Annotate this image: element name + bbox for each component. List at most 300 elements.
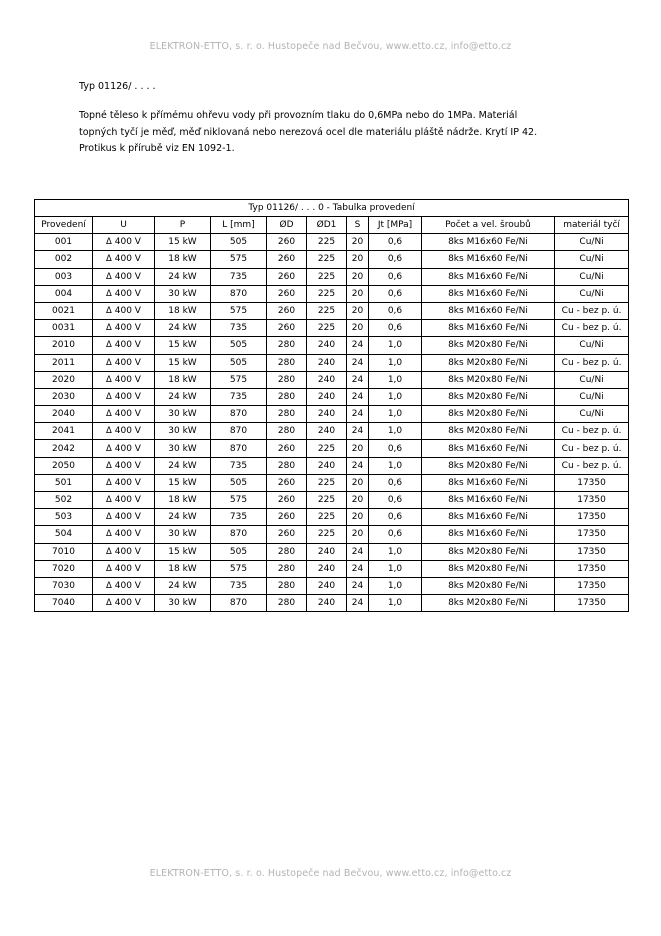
cell-power: 24 kW: [155, 388, 211, 405]
voltage-value: 400 V: [114, 409, 141, 420]
voltage-value: 400 V: [114, 581, 141, 592]
cell-bolts: 8ks M16x60 Fe/Ni: [422, 440, 555, 457]
voltage-value: 400 V: [114, 529, 141, 540]
cell-provedeni: 502: [35, 492, 93, 509]
cell-diameter: 280: [267, 337, 307, 354]
cell-diameter-1: 225: [307, 285, 347, 302]
cell-bolts: 8ks M20x80 Fe/Ni: [422, 560, 555, 577]
cell-bolts: 8ks M20x80 Fe/Ni: [422, 337, 555, 354]
cell-s: 24: [347, 354, 369, 371]
cell-provedeni: 7020: [35, 560, 93, 577]
cell-diameter: 280: [267, 371, 307, 388]
cell-provedeni: 002: [35, 251, 93, 268]
cell-diameter-1: 240: [307, 423, 347, 440]
cell-provedeni: 7030: [35, 577, 93, 594]
cell-material: Cu/Ni: [555, 234, 629, 251]
voltage-value: 400 V: [114, 460, 141, 471]
cell-bolts: 8ks M16x60 Fe/Ni: [422, 474, 555, 491]
cell-length: 735: [211, 509, 267, 526]
cell-material: Cu/Ni: [555, 371, 629, 388]
cell-material: Cu/Ni: [555, 337, 629, 354]
cell-provedeni: 003: [35, 268, 93, 285]
cell-bolts: 8ks M16x60 Fe/Ni: [422, 526, 555, 543]
cell-pressure: 0,6: [369, 440, 422, 457]
cell-bolts: 8ks M16x60 Fe/Ni: [422, 268, 555, 285]
cell-material: Cu - bez p. ú.: [555, 440, 629, 457]
table-row: [35, 337, 629, 354]
cell-diameter-1: 240: [307, 543, 347, 560]
cell-pressure: 0,6: [369, 509, 422, 526]
cell-bolts: 8ks M20x80 Fe/Ni: [422, 595, 555, 612]
variants-table: [34, 199, 629, 612]
cell-pressure: 1,0: [369, 560, 422, 577]
cell-voltage: [93, 354, 155, 371]
cell-provedeni: 2042: [35, 440, 93, 457]
cell-power: 30 kW: [155, 423, 211, 440]
page-header: ELEKTRON-ETTO, s. r. o. Hustopeče nad Bečvou, www.etto.cz, info@etto.cz: [149, 41, 512, 52]
cell-length: 575: [211, 302, 267, 319]
cell-power: 15 kW: [155, 354, 211, 371]
cell-diameter: 280: [267, 560, 307, 577]
cell-material: Cu - bez p. ú.: [555, 423, 629, 440]
cell-material: Cu/Ni: [555, 388, 629, 405]
cell-power: 15 kW: [155, 234, 211, 251]
cell-diameter-1: 225: [307, 440, 347, 457]
table-row: [35, 595, 629, 612]
cell-diameter-1: 240: [307, 577, 347, 594]
cell-provedeni: 2030: [35, 388, 93, 405]
cell-material: 17350: [555, 560, 629, 577]
cell-length: 575: [211, 492, 267, 509]
cell-length: 575: [211, 251, 267, 268]
delta-symbol: Δ: [106, 546, 112, 557]
intro-line: Topné těleso k přímému ohřevu vody při provozním tlaku do 0,6MPa nebo do 1MPa. Materiál: [79, 110, 518, 121]
cell-voltage: [93, 423, 155, 440]
cell-power: 24 kW: [155, 577, 211, 594]
cell-material: Cu/Ni: [555, 251, 629, 268]
column-header: ØD1: [307, 217, 347, 234]
cell-material: Cu/Ni: [555, 268, 629, 285]
column-header: Počet a vel. šroubů: [422, 217, 555, 234]
delta-symbol: Δ: [106, 460, 112, 471]
cell-diameter-1: 225: [307, 492, 347, 509]
cell-length: 870: [211, 423, 267, 440]
cell-pressure: 0,6: [369, 320, 422, 337]
voltage-value: 400 V: [114, 357, 141, 368]
cell-bolts: 8ks M16x60 Fe/Ni: [422, 285, 555, 302]
table-body: [35, 234, 629, 612]
cell-pressure: 1,0: [369, 337, 422, 354]
table-header-row: [35, 217, 629, 234]
cell-voltage: [93, 509, 155, 526]
cell-pressure: 0,6: [369, 302, 422, 319]
cell-voltage: [93, 388, 155, 405]
delta-symbol: Δ: [106, 443, 112, 454]
cell-s: 20: [347, 440, 369, 457]
voltage-value: 400 V: [114, 512, 141, 523]
table-row: [35, 234, 629, 251]
cell-diameter: 280: [267, 388, 307, 405]
cell-length: 735: [211, 388, 267, 405]
cell-diameter-1: 240: [307, 354, 347, 371]
cell-voltage: [93, 371, 155, 388]
table-row: [35, 543, 629, 560]
cell-power: 30 kW: [155, 406, 211, 423]
cell-material: Cu - bez p. ú.: [555, 302, 629, 319]
cell-provedeni: 004: [35, 285, 93, 302]
cell-diameter-1: 225: [307, 526, 347, 543]
voltage-value: 400 V: [114, 426, 141, 437]
delta-symbol: Δ: [106, 391, 112, 402]
cell-power: 24 kW: [155, 320, 211, 337]
cell-diameter: 280: [267, 595, 307, 612]
cell-material: 17350: [555, 526, 629, 543]
cell-provedeni: 2020: [35, 371, 93, 388]
cell-power: 30 kW: [155, 526, 211, 543]
cell-s: 20: [347, 251, 369, 268]
table-caption-row: [35, 200, 629, 217]
table-row: [35, 509, 629, 526]
cell-bolts: 8ks M16x60 Fe/Ni: [422, 492, 555, 509]
table-row: [35, 371, 629, 388]
cell-power: 30 kW: [155, 440, 211, 457]
cell-voltage: [93, 457, 155, 474]
table-row: [35, 560, 629, 577]
cell-diameter-1: 225: [307, 234, 347, 251]
cell-material: Cu - bez p. ú.: [555, 320, 629, 337]
cell-material: 17350: [555, 474, 629, 491]
cell-provedeni: 504: [35, 526, 93, 543]
cell-s: 20: [347, 320, 369, 337]
cell-diameter: 260: [267, 268, 307, 285]
cell-s: 24: [347, 423, 369, 440]
cell-pressure: 0,6: [369, 251, 422, 268]
delta-symbol: Δ: [106, 409, 112, 420]
cell-diameter-1: 240: [307, 560, 347, 577]
table-row: [35, 577, 629, 594]
cell-length: 870: [211, 526, 267, 543]
cell-s: 20: [347, 474, 369, 491]
cell-material: Cu - bez p. ú.: [555, 354, 629, 371]
cell-voltage: [93, 268, 155, 285]
cell-provedeni: 2011: [35, 354, 93, 371]
cell-s: 20: [347, 526, 369, 543]
cell-provedeni: 7010: [35, 543, 93, 560]
column-header: U: [93, 217, 155, 234]
cell-pressure: 1,0: [369, 388, 422, 405]
cell-voltage: [93, 337, 155, 354]
cell-diameter: 280: [267, 577, 307, 594]
table-row: [35, 526, 629, 543]
delta-symbol: Δ: [106, 426, 112, 437]
cell-length: 870: [211, 440, 267, 457]
cell-diameter-1: 225: [307, 474, 347, 491]
cell-diameter: 260: [267, 474, 307, 491]
cell-length: 870: [211, 285, 267, 302]
cell-provedeni: 0031: [35, 320, 93, 337]
cell-diameter: 280: [267, 543, 307, 560]
cell-length: 575: [211, 560, 267, 577]
column-header: S: [347, 217, 369, 234]
cell-bolts: 8ks M16x60 Fe/Ni: [422, 302, 555, 319]
cell-voltage: [93, 474, 155, 491]
delta-symbol: Δ: [106, 529, 112, 540]
cell-voltage: [93, 577, 155, 594]
cell-power: 30 kW: [155, 595, 211, 612]
voltage-value: 400 V: [114, 374, 141, 385]
voltage-value: 400 V: [114, 598, 141, 609]
cell-power: 15 kW: [155, 474, 211, 491]
cell-power: 24 kW: [155, 457, 211, 474]
table-row: [35, 302, 629, 319]
cell-length: 505: [211, 337, 267, 354]
voltage-value: 400 V: [114, 495, 141, 506]
voltage-value: 400 V: [114, 477, 141, 488]
table-row: [35, 423, 629, 440]
cell-diameter: 260: [267, 251, 307, 268]
cell-s: 24: [347, 595, 369, 612]
cell-bolts: 8ks M16x60 Fe/Ni: [422, 251, 555, 268]
cell-voltage: [93, 595, 155, 612]
intro-line: Protikus k přírubě viz EN 1092-1.: [79, 143, 235, 154]
cell-power: 15 kW: [155, 337, 211, 354]
cell-s: 24: [347, 337, 369, 354]
cell-voltage: [93, 543, 155, 560]
delta-symbol: Δ: [106, 512, 112, 523]
delta-symbol: Δ: [106, 271, 112, 282]
cell-s: 24: [347, 457, 369, 474]
cell-s: 20: [347, 234, 369, 251]
delta-symbol: Δ: [106, 357, 112, 368]
cell-diameter: 260: [267, 320, 307, 337]
cell-diameter-1: 240: [307, 595, 347, 612]
delta-symbol: Δ: [106, 477, 112, 488]
table-row: [35, 320, 629, 337]
cell-s: 20: [347, 285, 369, 302]
voltage-value: 400 V: [114, 254, 141, 265]
cell-power: 18 kW: [155, 302, 211, 319]
voltage-value: 400 V: [114, 271, 141, 282]
cell-provedeni: 503: [35, 509, 93, 526]
cell-voltage: [93, 320, 155, 337]
column-header: materiál tyčí: [555, 217, 629, 234]
cell-bolts: 8ks M16x60 Fe/Ni: [422, 509, 555, 526]
delta-symbol: Δ: [106, 340, 112, 351]
table-row: [35, 457, 629, 474]
cell-bolts: 8ks M16x60 Fe/Ni: [422, 320, 555, 337]
cell-voltage: [93, 251, 155, 268]
cell-diameter-1: 240: [307, 406, 347, 423]
cell-diameter-1: 240: [307, 371, 347, 388]
column-header: P: [155, 217, 211, 234]
cell-provedeni: 2040: [35, 406, 93, 423]
cell-voltage: [93, 526, 155, 543]
cell-length: 870: [211, 406, 267, 423]
cell-pressure: 0,6: [369, 526, 422, 543]
table-row: [35, 354, 629, 371]
cell-provedeni: 7040: [35, 595, 93, 612]
cell-provedeni: 2050: [35, 457, 93, 474]
cell-diameter: 280: [267, 406, 307, 423]
intro-line: topných tyčí je měď, měď niklovaná nebo nerezová ocel dle materiálu pláště nádrže. Krytí IP 42.: [79, 126, 538, 138]
voltage-value: 400 V: [114, 563, 141, 574]
cell-length: 735: [211, 268, 267, 285]
cell-diameter: 260: [267, 234, 307, 251]
cell-voltage: [93, 560, 155, 577]
type-heading: Typ 01126/ . . . .: [79, 81, 156, 92]
cell-bolts: 8ks M20x80 Fe/Ni: [422, 388, 555, 405]
cell-pressure: 1,0: [369, 595, 422, 612]
cell-material: 17350: [555, 543, 629, 560]
cell-length: 505: [211, 354, 267, 371]
cell-s: 24: [347, 543, 369, 560]
cell-pressure: 1,0: [369, 371, 422, 388]
cell-s: 20: [347, 268, 369, 285]
cell-diameter-1: 225: [307, 302, 347, 319]
cell-diameter-1: 225: [307, 509, 347, 526]
cell-s: 24: [347, 577, 369, 594]
cell-length: 735: [211, 320, 267, 337]
cell-length: 735: [211, 457, 267, 474]
cell-material: Cu/Ni: [555, 285, 629, 302]
cell-diameter: 260: [267, 526, 307, 543]
cell-pressure: 0,6: [369, 285, 422, 302]
cell-power: 15 kW: [155, 543, 211, 560]
table-row: [35, 268, 629, 285]
delta-symbol: Δ: [106, 323, 112, 334]
cell-s: 24: [347, 388, 369, 405]
cell-provedeni: 0021: [35, 302, 93, 319]
delta-symbol: Δ: [106, 288, 112, 299]
voltage-value: 400 V: [114, 391, 141, 402]
cell-diameter-1: 225: [307, 268, 347, 285]
delta-symbol: Δ: [106, 237, 112, 248]
cell-material: 17350: [555, 509, 629, 526]
table-row: [35, 474, 629, 491]
cell-diameter-1: 225: [307, 251, 347, 268]
cell-s: 24: [347, 371, 369, 388]
column-header: ØD: [267, 217, 307, 234]
cell-diameter: 260: [267, 302, 307, 319]
cell-diameter-1: 240: [307, 388, 347, 405]
delta-symbol: Δ: [106, 563, 112, 574]
voltage-value: 400 V: [114, 306, 141, 317]
cell-pressure: 0,6: [369, 474, 422, 491]
cell-voltage: [93, 302, 155, 319]
cell-pressure: 1,0: [369, 577, 422, 594]
cell-pressure: 1,0: [369, 457, 422, 474]
cell-pressure: 1,0: [369, 354, 422, 371]
cell-power: 18 kW: [155, 371, 211, 388]
cell-diameter-1: 240: [307, 457, 347, 474]
table-row: [35, 251, 629, 268]
cell-pressure: 0,6: [369, 492, 422, 509]
delta-symbol: Δ: [106, 306, 112, 317]
cell-diameter: 260: [267, 285, 307, 302]
delta-symbol: Δ: [106, 374, 112, 385]
delta-symbol: Δ: [106, 495, 112, 506]
cell-material: 17350: [555, 577, 629, 594]
cell-material: Cu/Ni: [555, 406, 629, 423]
cell-power: 18 kW: [155, 560, 211, 577]
column-header: Jt [MPa]: [369, 217, 422, 234]
cell-power: 24 kW: [155, 509, 211, 526]
cell-voltage: [93, 406, 155, 423]
cell-diameter: 260: [267, 492, 307, 509]
cell-material: 17350: [555, 595, 629, 612]
cell-length: 505: [211, 234, 267, 251]
table-row: [35, 388, 629, 405]
cell-length: 505: [211, 474, 267, 491]
voltage-value: 400 V: [114, 443, 141, 454]
cell-power: 18 kW: [155, 492, 211, 509]
column-header: L [mm]: [211, 217, 267, 234]
cell-length: 505: [211, 543, 267, 560]
cell-diameter: 260: [267, 440, 307, 457]
cell-pressure: 1,0: [369, 423, 422, 440]
cell-diameter-1: 225: [307, 320, 347, 337]
cell-bolts: 8ks M20x80 Fe/Ni: [422, 371, 555, 388]
cell-bolts: 8ks M20x80 Fe/Ni: [422, 577, 555, 594]
voltage-value: 400 V: [114, 237, 141, 248]
cell-voltage: [93, 285, 155, 302]
table-caption: Typ 01126/ . . . 0 - Tabulka provedení: [35, 200, 629, 217]
cell-s: 20: [347, 302, 369, 319]
delta-symbol: Δ: [106, 598, 112, 609]
cell-material: Cu - bez p. ú.: [555, 457, 629, 474]
cell-material: 17350: [555, 492, 629, 509]
cell-s: 20: [347, 492, 369, 509]
cell-provedeni: 001: [35, 234, 93, 251]
voltage-value: 400 V: [114, 288, 141, 299]
cell-bolts: 8ks M20x80 Fe/Ni: [422, 457, 555, 474]
page-footer: ELEKTRON-ETTO, s. r. o. Hustopeče nad Bečvou, www.etto.cz, info@etto.cz: [149, 868, 512, 879]
cell-bolts: 8ks M20x80 Fe/Ni: [422, 423, 555, 440]
cell-s: 24: [347, 560, 369, 577]
table-row: [35, 406, 629, 423]
cell-bolts: 8ks M20x80 Fe/Ni: [422, 406, 555, 423]
cell-diameter: 260: [267, 509, 307, 526]
cell-provedeni: 501: [35, 474, 93, 491]
cell-diameter: 280: [267, 354, 307, 371]
delta-symbol: Δ: [106, 254, 112, 265]
cell-provedeni: 2041: [35, 423, 93, 440]
voltage-value: 400 V: [114, 546, 141, 557]
cell-diameter: 280: [267, 457, 307, 474]
delta-symbol: Δ: [106, 581, 112, 592]
voltage-value: 400 V: [114, 323, 141, 334]
cell-bolts: 8ks M16x60 Fe/Ni: [422, 234, 555, 251]
cell-s: 24: [347, 406, 369, 423]
cell-diameter: 280: [267, 423, 307, 440]
cell-provedeni: 2010: [35, 337, 93, 354]
cell-voltage: [93, 440, 155, 457]
cell-voltage: [93, 234, 155, 251]
cell-power: 18 kW: [155, 251, 211, 268]
cell-pressure: 0,6: [369, 268, 422, 285]
cell-power: 30 kW: [155, 285, 211, 302]
table-row: [35, 285, 629, 302]
cell-pressure: 0,6: [369, 234, 422, 251]
cell-pressure: 1,0: [369, 543, 422, 560]
cell-diameter-1: 240: [307, 337, 347, 354]
cell-s: 20: [347, 509, 369, 526]
cell-voltage: [93, 492, 155, 509]
cell-bolts: 8ks M20x80 Fe/Ni: [422, 354, 555, 371]
intro-paragraph: [79, 108, 579, 158]
voltage-value: 400 V: [114, 340, 141, 351]
cell-length: 870: [211, 595, 267, 612]
